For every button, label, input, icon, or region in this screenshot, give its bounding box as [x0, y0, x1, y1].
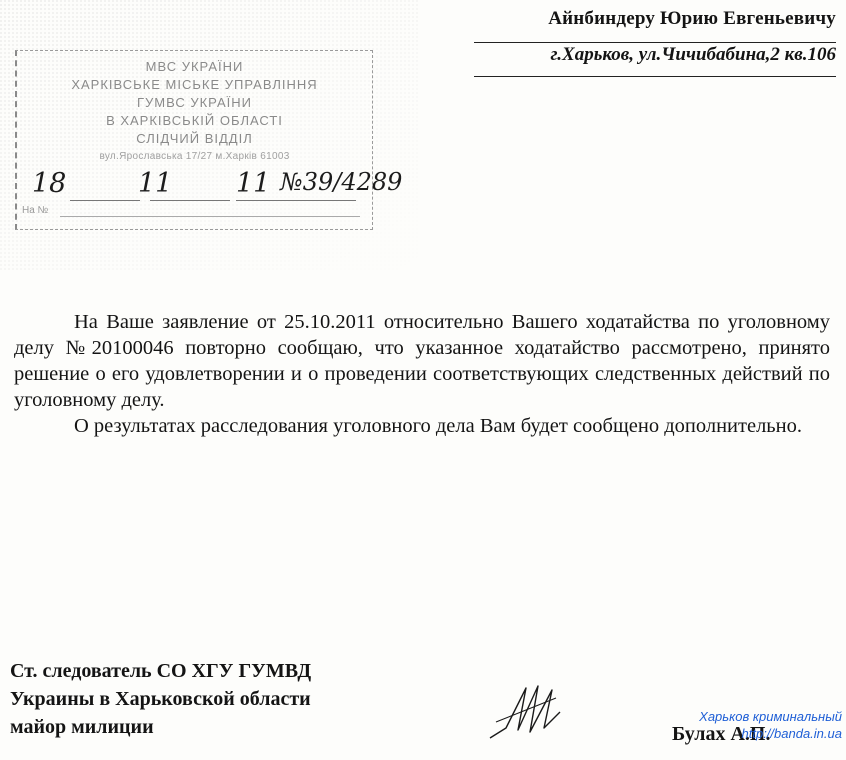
- stamp-date-year: 11: [236, 168, 271, 199]
- stamp-line: МВС УКРАЇНИ: [145, 59, 244, 74]
- signatory-name: Булах А.П.: [672, 723, 771, 745]
- addressee-rule-bottom: [474, 76, 836, 77]
- stamp-line: ХАРКІВСЬКЕ МІСЬКЕ УПРАВЛІННЯ: [71, 77, 318, 92]
- stamp-line: ГУМВС УКРАЇНИ: [136, 95, 252, 110]
- stamp-underline: [236, 200, 356, 201]
- body-paragraph: На Ваше заявление от 25.10.2011 относительно Вашего ходатайства по уголовному делу №20100046 повторно сообщаю, что указанное ходатайство рассмотрено, принято решение о его удовлетворении и о проведении соответствующих следственных действий по уголовному делу.: [14, 311, 830, 411]
- stamp-reg-number: №39/4289: [280, 168, 403, 196]
- watermark-url: http://banda.in.ua: [741, 726, 842, 741]
- stamp-line: СЛІДЧИЙ ВІДДІЛ: [136, 131, 253, 146]
- stamp-n-underline: [60, 216, 360, 217]
- addressee-name: Айнбиндеру Юрию Евгеньевичу: [548, 8, 836, 29]
- body-paragraph: О результатах расследования уголовного дела Вам будет сообщено дополнительно.: [74, 415, 802, 437]
- addressee-address: г.Харьков, ул.Чичибабина,2 кв.106: [550, 44, 836, 65]
- signatory-title-line: майор милиции: [10, 716, 154, 738]
- watermark-line: Харьков криминальный: [699, 709, 842, 724]
- stamp-line: вул.Ярославська 17/27 м.Харків 61003: [99, 151, 290, 162]
- source-watermark: [676, 708, 842, 742]
- stamp-handwritten-entry: [28, 168, 408, 208]
- stamp-underline: [70, 200, 140, 201]
- signatory-title: [10, 657, 311, 741]
- stamp-date-day: 18: [32, 168, 67, 199]
- handwritten-signature: [486, 682, 566, 746]
- signatory-title-line: Украины в Харьковской области: [10, 688, 311, 710]
- stamp-date-month: 11: [138, 168, 173, 199]
- addressee-block: [470, 8, 836, 66]
- stamp-n-field: На №: [22, 205, 49, 216]
- letter-body: [14, 309, 830, 439]
- addressee-rule-top: [474, 42, 836, 43]
- stamp-line: В ХАРКІВСЬКІЙ ОБЛАСТІ: [106, 113, 283, 128]
- signatory-title-line: Ст. следователь СО ХГУ ГУМВД: [10, 660, 312, 682]
- stamp-underline: [150, 200, 230, 201]
